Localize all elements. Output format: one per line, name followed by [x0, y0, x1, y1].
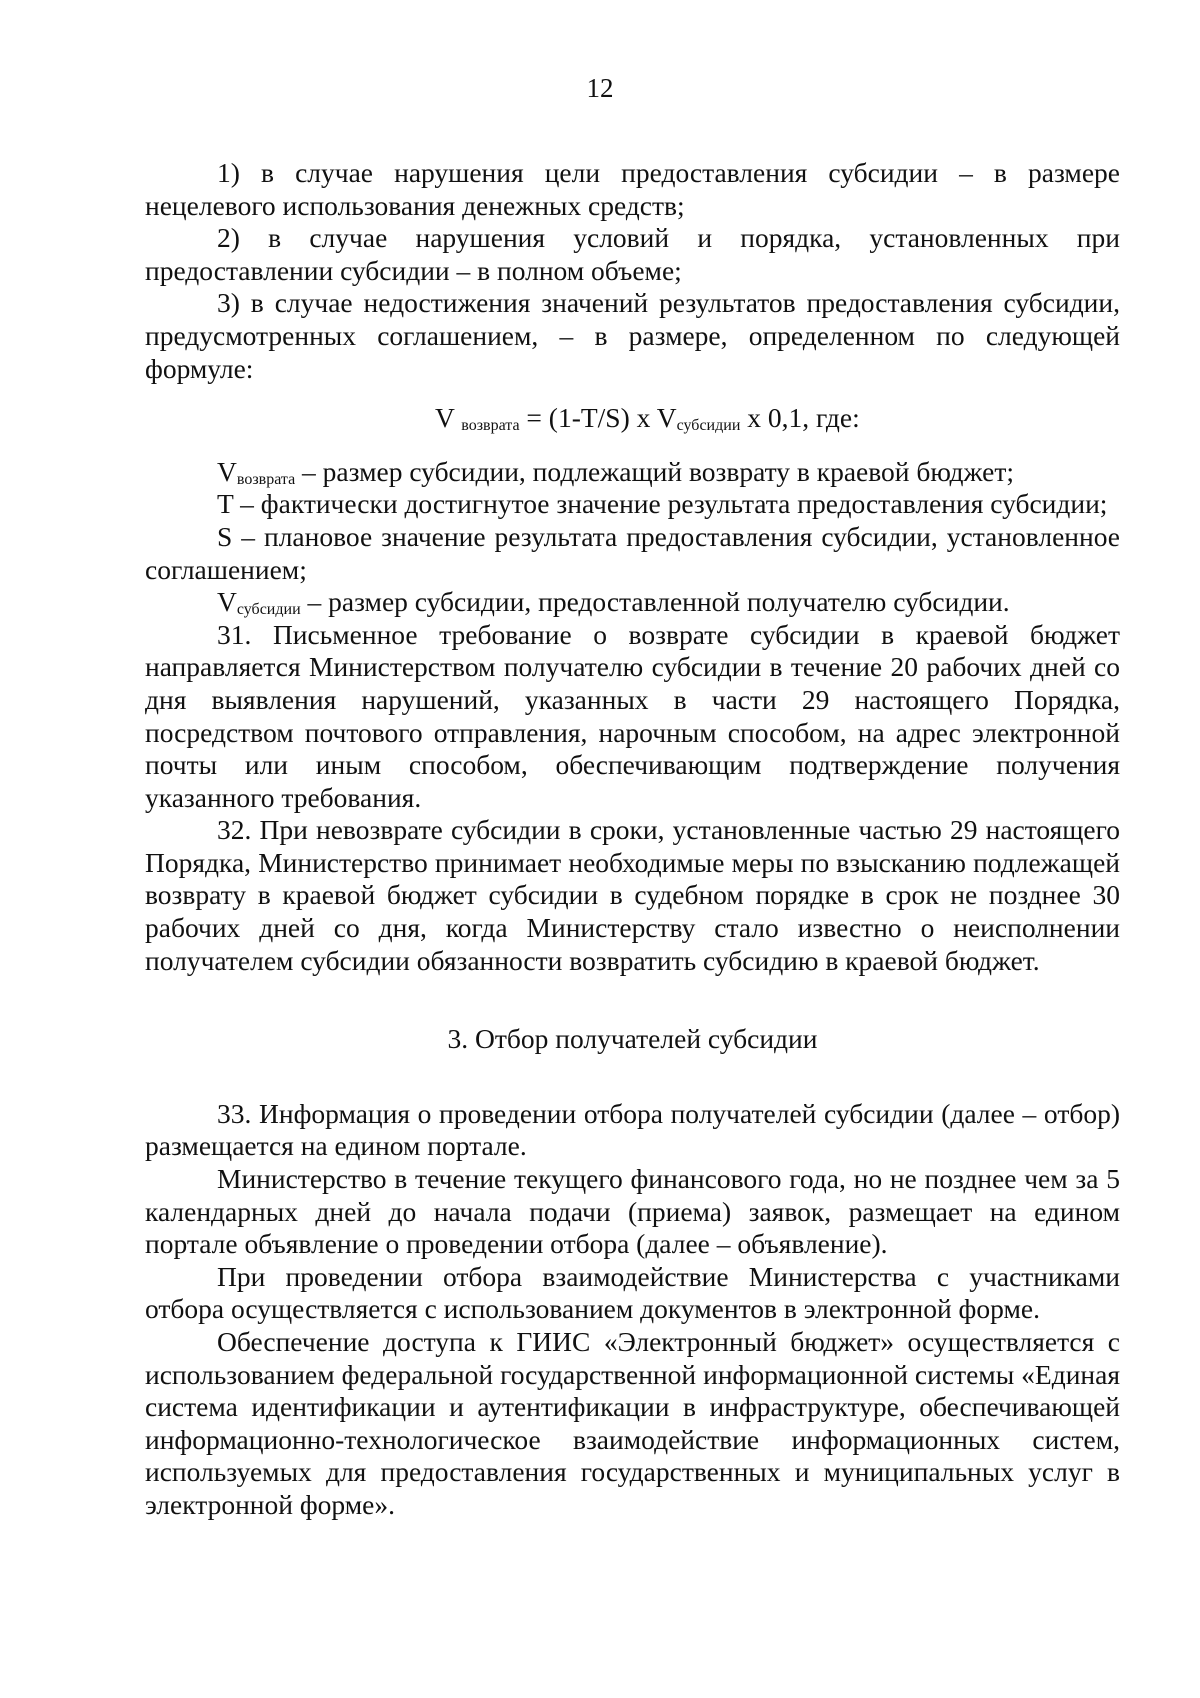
paragraph-item-3: 3) в случае недостижения значений результатов предоставления субсидии, предусмотренных соглашением, – в размере, определенном по следующей формуле:	[145, 287, 1120, 384]
paragraph-item-2: 2) в случае нарушения условий и порядка, установленных при предоставлении субсидии – в полном объеме;	[145, 222, 1120, 286]
paragraph-33: 33. Информация о проведении отбора получателей субсидии (далее – отбор) размещается на едином портале.	[145, 1097, 1120, 1162]
definition-t: T – фактически достигнутое значение результата предоставления субсидии;	[217, 488, 1108, 520]
paragraph-32: 32. При невозврате субсидии в сроки, установленные частью 29 настоящего Порядка, Министерство принимает необходимые меры по взысканию подлежащей возврату в краевой бюджет субсидии в судебном порядке в срок не позднее 30 рабочих дней со дня, когда Министерству стало известно о неисполнении получателем субсидии обязанности возвратить субсидию в краевой бюджет.	[145, 814, 1120, 976]
definition-v-return: $V_{возврата}$ – размер субсидии, подлежащий возврату в краевой бюджет;	[217, 455, 1015, 488]
formula-middle: = (1-T/S) x V	[519, 402, 677, 434]
paragraph-31: 31. Письменное требование о возврате субсидии в краевой бюджет направляется Министерством получателю субсидии в течение 20 рабочих дней со дня выявления нарушений, указанных в части 29 настоящего Порядка, посредством почтового отправления, нарочным способом, на адрес электронной почты или иным способом, обеспечивающим подтверждение получения указанного требования.	[145, 618, 1120, 813]
definition-s: S – плановое значение результата предоставления субсидии, установленное соглашением;	[145, 520, 1120, 585]
return-formula	[145, 402, 1120, 435]
paragraph-access: Обеспечение доступа к ГИИС «Электронный бюджет» осуществляется с использованием федеральной государственной информационной системы «Единая система идентификации и аутентификации в инфраструктуре, обеспечивающей информационно-технологическое взаимодействие информационных систем, используемых для предоставления государственных и муниципальных услуг в электронной форме».	[145, 1326, 1120, 1520]
definition-v-subsidy: $V_{субсидии}$ – размер субсидии, предоставленной получателю субсидии.	[217, 586, 1010, 619]
formula-tail: x 0,1, где:	[740, 402, 860, 434]
document-body	[145, 157, 1120, 1522]
formula-v-subscript: возврата	[461, 417, 520, 435]
formula-v2-subscript: субсидии	[676, 417, 741, 435]
paragraph-item-1: 1) в случае нарушения цели предоставления субсидии – в размере нецелевого использования денежных средств;	[145, 157, 1120, 221]
paragraph-announcement: Министерство в течение текущего финансового года, но не позднее чем за 5 календарных дней до начала подачи (приема) заявок, размещает на едином портале объявление о проведении отбора (далее – объявление).	[145, 1163, 1120, 1260]
formula-v: V	[435, 402, 455, 434]
section-heading: 3. Отбор получателей субсидии	[447, 1023, 818, 1055]
paragraph-interaction: При проведении отбора взаимодействие Министерства с участниками отбора осуществляется с использованием документов в электронной форме.	[145, 1260, 1120, 1325]
page-number: 12	[586, 73, 614, 103]
